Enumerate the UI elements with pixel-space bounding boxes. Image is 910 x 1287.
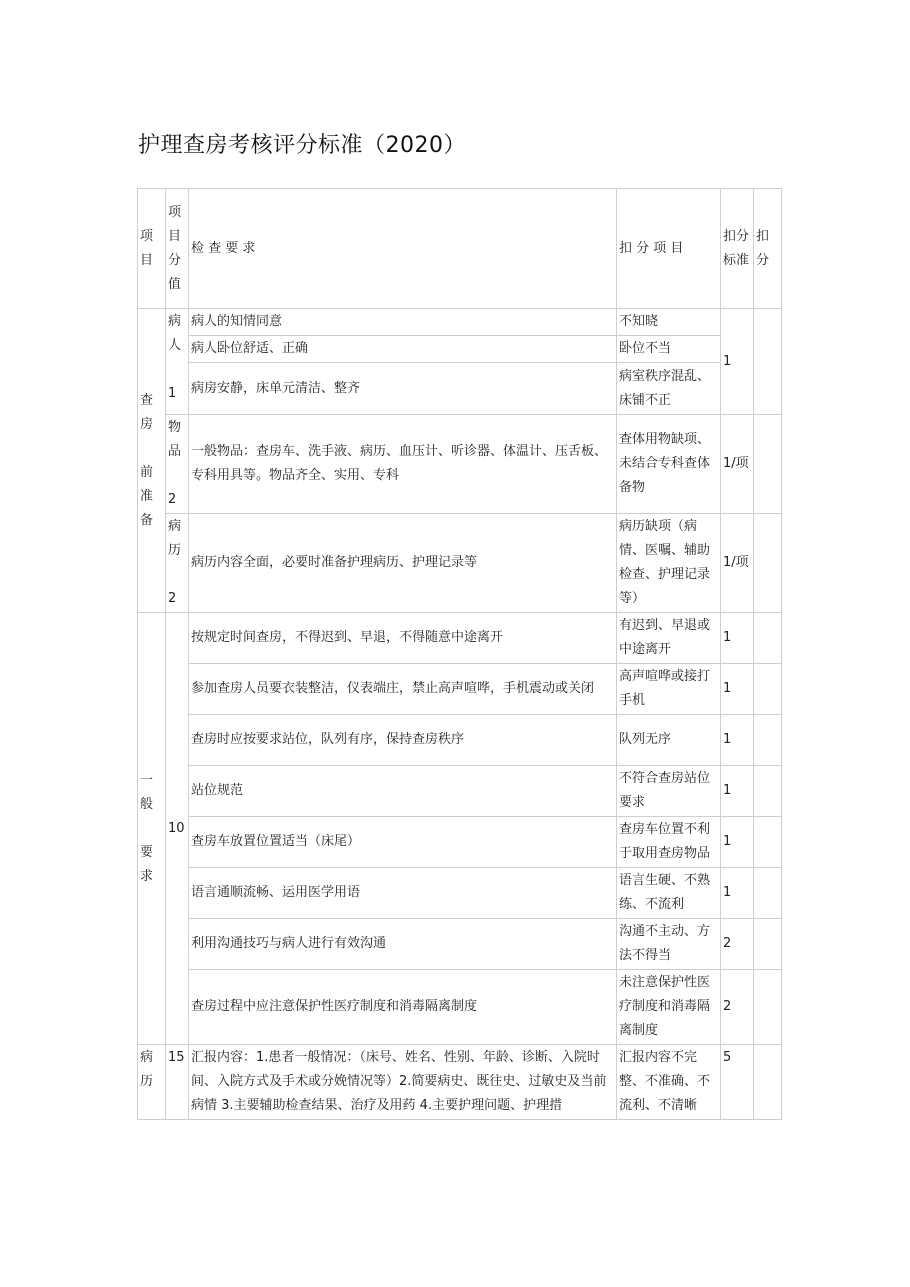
table-row — [138, 514, 782, 613]
deduction-standard-cell: 1/项 — [721, 415, 754, 514]
section-records: 病 历 — [138, 1045, 166, 1120]
deduction-score-cell — [754, 1045, 782, 1120]
section-prep: 查 房 前 准 备 — [138, 309, 166, 613]
table-row — [138, 1045, 782, 1120]
deduction-score-cell — [754, 817, 782, 868]
deduction-standard-cell: 1 — [721, 715, 754, 766]
deduction-score-cell — [754, 715, 782, 766]
deduction-cell: 卧位不当 — [617, 336, 721, 363]
deduction-score-cell — [754, 766, 782, 817]
deduction-cell: 病历缺项（病情、医嘱、辅助检查、护理记录等） — [617, 514, 721, 613]
deduction-cell: 队列无序 — [617, 715, 721, 766]
table-row — [138, 415, 782, 514]
patient-score-label: 病 人 1 — [166, 309, 189, 415]
deduction-cell: 查体用物缺项、未结合专科查体备物 — [617, 415, 721, 514]
deduction-cell: 高声喧哗或接打手机 — [617, 664, 721, 715]
deduction-score-cell — [754, 309, 782, 415]
table-row — [138, 970, 782, 1045]
records-score-label: 病 历 2 — [166, 514, 189, 613]
table-row — [138, 309, 782, 336]
deduction-cell: 沟通不主动、方法不得当 — [617, 919, 721, 970]
deduction-cell: 不知晓 — [617, 309, 721, 336]
deduction-score-cell — [754, 868, 782, 919]
deduction-standard-cell: 1 — [721, 664, 754, 715]
requirement-cell: 病历内容全面，必要时准备护理病历、护理记录等 — [189, 514, 617, 613]
deduction-standard-cell: 1 — [721, 309, 754, 415]
deduction-standard-cell: 1 — [721, 766, 754, 817]
table-row — [138, 868, 782, 919]
requirement-cell: 病人卧位舒适、正确 — [189, 336, 617, 363]
header-deduction-standard: 扣分 标准 — [721, 189, 754, 309]
items-score-label: 物 品 2 — [166, 415, 189, 514]
requirement-cell: 查房时应按要求站位，队列有序，保持查房秩序 — [189, 715, 617, 766]
deduction-cell: 汇报内容不完整、不准确、不流利、不清晰 — [617, 1045, 721, 1120]
header-row — [138, 189, 782, 309]
deduction-score-cell — [754, 514, 782, 613]
table-row — [138, 613, 782, 664]
deduction-score-cell — [754, 664, 782, 715]
header-item: 项 目 — [138, 189, 166, 309]
requirement-cell: 按规定时间查房，不得迟到、早退，不得随意中途离开 — [189, 613, 617, 664]
table-row — [138, 336, 782, 363]
header-score: 项 目 分 值 — [166, 189, 189, 309]
deduction-standard-cell: 5 — [721, 1045, 754, 1120]
deduction-standard-cell: 1 — [721, 817, 754, 868]
table-row — [138, 664, 782, 715]
header-deduction: 扣 分 — [754, 189, 782, 309]
table-row — [138, 919, 782, 970]
requirement-cell: 病人的知情同意 — [189, 309, 617, 336]
deduction-cell: 查房车位置不利于取用查房物品 — [617, 817, 721, 868]
requirement-cell: 站位规范 — [189, 766, 617, 817]
deduction-cell: 病室秩序混乱、床铺不正 — [617, 363, 721, 415]
section-general: 一 般 要 求 — [138, 613, 166, 1045]
requirement-cell: 参加查房人员要衣装整洁，仪表端庄，禁止高声喧哗，手机震动或关闭 — [189, 664, 617, 715]
deduction-standard-cell: 1 — [721, 613, 754, 664]
requirement-cell: 汇报内容：1.患者一般情况：（床号、姓名、性别、年龄、诊断、入院时间、入院方式及手术或分娩情况等）2.简要病史、既往史、过敏史及当前病情 3.主要辅助检查结果、治疗及用药 4.主要护理问题、护理措 — [189, 1045, 617, 1120]
deduction-cell: 语言生硬、不熟练、不流利 — [617, 868, 721, 919]
deduction-score-cell — [754, 415, 782, 514]
deduction-standard-cell: 1/项 — [721, 514, 754, 613]
deduction-cell: 有迟到、早退或中途离开 — [617, 613, 721, 664]
deduction-standard-cell: 2 — [721, 919, 754, 970]
table-row — [138, 766, 782, 817]
scoring-table — [137, 188, 782, 1120]
deduction-score-cell — [754, 613, 782, 664]
deduction-standard-cell: 2 — [721, 970, 754, 1045]
requirement-cell: 查房过程中应注意保护性医疗制度和消毒隔离制度 — [189, 970, 617, 1045]
general-score: 10 — [166, 613, 189, 1045]
records-score: 15 — [166, 1045, 189, 1120]
table-row — [138, 363, 782, 415]
deduction-score-cell — [754, 919, 782, 970]
header-deduction-item: 扣 分 项 目 — [617, 189, 721, 309]
requirement-cell: 利用沟通技巧与病人进行有效沟通 — [189, 919, 617, 970]
requirement-cell: 查房车放置位置适当（床尾） — [189, 817, 617, 868]
deduction-cell: 不符合查房站位要求 — [617, 766, 721, 817]
requirement-cell: 一般物品：查房车、洗手液、病历、血压计、听诊器、体温计、压舌板、专科用具等。物品齐全、实用、专科 — [189, 415, 617, 514]
header-requirement: 检 查 要 求 — [189, 189, 617, 309]
table-row — [138, 817, 782, 868]
deduction-cell: 未注意保护性医疗制度和消毒隔离制度 — [617, 970, 721, 1045]
requirement-cell: 语言通顺流畅、运用医学用语 — [189, 868, 617, 919]
page-title: 护理查房考核评分标准（2020） — [138, 133, 466, 158]
deduction-score-cell — [754, 970, 782, 1045]
table-row — [138, 715, 782, 766]
deduction-standard-cell: 1 — [721, 868, 754, 919]
requirement-cell: 病房安静，床单元清洁、整齐 — [189, 363, 617, 415]
